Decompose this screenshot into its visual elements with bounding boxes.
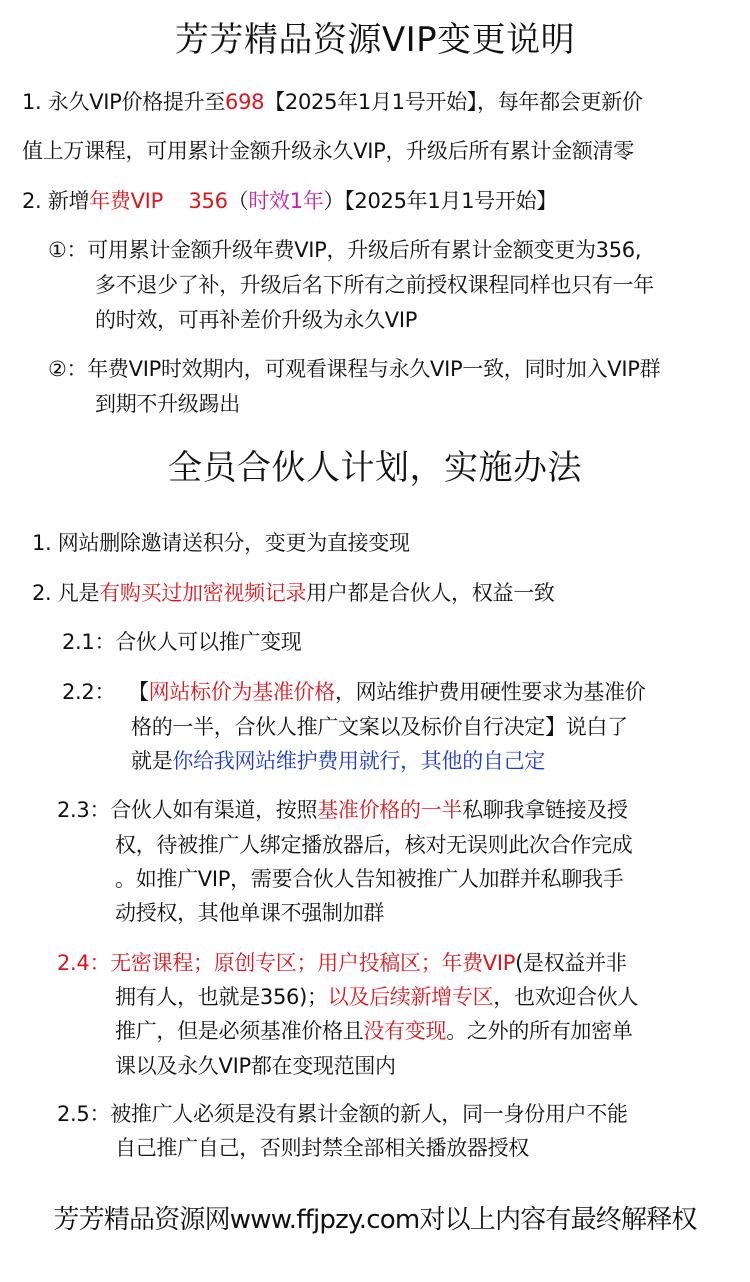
vip-rule-2-line-1 <box>22 187 557 215</box>
partner-rule-2-4-line-1 <box>57 949 627 977</box>
text-segment: 的时效，可再补差价升级为永久VIP <box>95 308 418 332</box>
text-segment: ）【2025年1月1号开始】 <box>323 189 557 213</box>
vip-rule-1-line-2 <box>22 137 634 165</box>
text-segment: 356 <box>188 189 228 213</box>
text-segment: 值上万课程，可用累计金额升级永久VIP，升级后所有累计金额清零 <box>22 139 634 163</box>
text-segment: 时效1年 <box>248 189 324 213</box>
text-segment: 无密课程；原创专区；用户投稿区；年费VIP <box>110 951 516 975</box>
partner-rule-2-2-line-3 <box>131 747 545 775</box>
text-segment: 2. 凡是 <box>32 581 100 605</box>
text-segment: 推广，但是必须基准价格且 <box>115 1019 364 1043</box>
text-segment: 网站标价为基准价格 <box>148 680 335 704</box>
partner-rule-2-2-line-1 <box>62 678 645 706</box>
text-segment: ①：可用累计金额升级年费VIP，升级后所有累计金额变更为356, <box>48 238 642 262</box>
text-segment: 1. 网站删除邀请送积分，变更为直接变现 <box>32 531 410 555</box>
partner-rule-2-5-line-2 <box>115 1134 529 1162</box>
partner-rule-2 <box>32 579 555 607</box>
text-segment: 有购买过加密视频记录 <box>99 581 307 605</box>
text-segment: 。之外的所有加密单 <box>446 1019 633 1043</box>
text-segment: 动授权，其他单课不强制加群 <box>115 901 385 925</box>
partner-rule-2-4-line-4 <box>115 1052 396 1080</box>
text-segment: 没有变现 <box>363 1019 447 1043</box>
vip-rule-2-sub-1-line-1 <box>48 236 641 264</box>
text-segment: 2.3：合伙人如有渠道，按照 <box>57 798 318 822</box>
text-segment: 格的一半，合伙人推广文案以及标价自行决定】说白了 <box>131 715 628 739</box>
text-segment: 用户都是合伙人，权益一致 <box>306 581 555 605</box>
partner-rule-2-3-line-3 <box>115 865 623 893</box>
vip-rule-2-sub-1-line-2 <box>95 271 654 299</box>
text-segment: 2. 新增 <box>22 189 90 213</box>
vip-rule-2-sub-2-line-2 <box>95 390 240 418</box>
partner-rule-2-5-line-1 <box>57 1100 628 1128</box>
text-segment: 2.1：合伙人可以推广变现 <box>62 630 302 654</box>
text-segment: 年费VIP <box>89 189 163 213</box>
text-segment: 私聊我拿链接及授 <box>462 798 628 822</box>
text-segment <box>163 189 189 213</box>
text-segment: 1. 永久VIP价格提升至 <box>22 90 226 114</box>
text-segment: 。如推广VIP，需要合伙人告知被推广人加群并私聊我手 <box>115 867 624 891</box>
page-title: 芳芳精品资源VIP变更说明 <box>174 20 576 60</box>
text-segment: (是权益并非 <box>515 951 627 975</box>
partner-rule-2-3-line-4 <box>115 899 384 927</box>
text-segment: 2.5：被推广人必须是没有累计金额的新人，同一身份用户不能 <box>57 1102 628 1126</box>
vip-rule-1-line-1 <box>22 88 643 116</box>
partner-rule-2-4-line-3 <box>115 1017 633 1045</box>
text-segment: 2.4： <box>57 951 111 975</box>
partner-rule-2-3-line-2 <box>115 831 633 859</box>
text-segment: ，网站维护费用硬性要求为基准价 <box>334 680 646 704</box>
partner-rule-1 <box>32 529 410 557</box>
text-segment: 自己推广自己，否则封禁全部相关播放器授权 <box>115 1136 529 1160</box>
text-segment: ，也欢迎合伙人 <box>493 985 639 1009</box>
text-segment: 课以及永久VIP都在变现范围内 <box>115 1054 396 1078</box>
vip-rule-2-sub-1-line-3 <box>95 306 417 334</box>
footer-disclaimer: 芳芳精品资源网www.ffjpzy.com对以上内容有最终解释权 <box>53 1205 697 1235</box>
vip-rule-2-sub-2-line-1 <box>48 355 660 383</box>
partner-rule-2-4-line-2 <box>115 983 638 1011</box>
text-segment: 以及后续新增专区 <box>327 985 494 1009</box>
text-segment: 698 <box>225 90 265 114</box>
text-segment: 到期不升级踢出 <box>95 392 240 416</box>
text-segment: 就是 <box>131 749 173 773</box>
text-segment: 多不退少了补，升级后名下所有之前授权课程同样也只有一年 <box>95 273 654 297</box>
text-segment: 2.2： 【 <box>62 680 149 704</box>
text-segment: 基准价格的一半 <box>317 798 463 822</box>
partner-rule-2-2-line-2 <box>131 713 628 741</box>
text-segment: 你给我网站维护费用就行，其他的自己定 <box>172 749 546 773</box>
text-segment: 拥有人，也就是356)； <box>115 985 328 1009</box>
text-segment: ②：年费VIP时效期内，可观看课程与永久VIP一致，同时加入VIP群 <box>48 357 661 381</box>
partner-rule-2-1 <box>62 628 302 656</box>
section-title-partner-plan: 全员合伙人计划，实施办法 <box>168 448 582 488</box>
text-segment: 权，待被推广人绑定播放器后，核对无误则此次合作完成 <box>115 833 633 857</box>
text-segment: （ <box>227 189 249 213</box>
partner-rule-2-3-line-1 <box>57 796 628 824</box>
text-segment: 【2025年1月1号开始】，每年都会更新价 <box>264 90 643 114</box>
